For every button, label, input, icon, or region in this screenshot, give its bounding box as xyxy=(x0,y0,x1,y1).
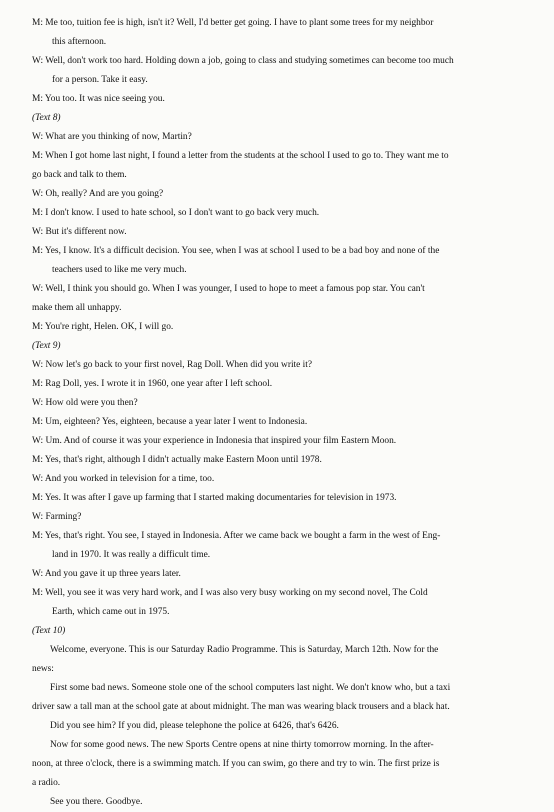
text-line: M: Yes, I know. It's a difficult decision. You see, when I was at school I used to be a bad boy and none of the xyxy=(32,246,440,256)
text-line: this afternoon. xyxy=(52,37,107,47)
text-line: for a person. Take it easy. xyxy=(52,75,148,85)
text-line: W: Oh, really? And are you going? xyxy=(32,189,164,199)
section-marker: (Text 8) xyxy=(32,113,61,123)
text-line: M: Yes, that's right. You see, I stayed in Indonesia. After we came back we bought a farm in the west of Eng- xyxy=(32,531,441,541)
text-line: M: Um, eighteen? Yes, eighteen, because a year later I went to Indonesia. xyxy=(32,417,308,427)
text-line: M: You're right, Helen. OK, I will go. xyxy=(32,322,174,332)
text-line: W: Now let's go back to your first novel, Rag Doll. When did you write it? xyxy=(32,360,313,370)
text-line: teachers used to like me very much. xyxy=(52,265,187,275)
text-line: M: Rag Doll, yes. I wrote it in 1960, one year after I left school. xyxy=(32,379,273,389)
text-line: Did you see him? If you did, please telephone the police at 6426, that's 6426. xyxy=(50,721,339,731)
text-line: M: Yes. It was after I gave up farming that I started making documentaries for television in 1973. xyxy=(32,493,397,503)
text-line: W: Um. And of course it was your experience in Indonesia that inspired your film Eastern Moon. xyxy=(32,436,397,446)
section-marker: (Text 10) xyxy=(32,626,66,636)
text-line: news: xyxy=(32,664,54,674)
text-line: W: Well, I think you should go. When I was younger, I used to hope to meet a famous pop star. You can't xyxy=(32,284,425,294)
text-line: First some bad news. Someone stole one of the school computers last night. We don't know who, but a taxi xyxy=(50,683,451,693)
section-marker: (Text 9) xyxy=(32,341,61,351)
text-line: Now for some good news. The new Sports Centre opens at nine thirty tomorrow morning. In the after- xyxy=(50,740,434,750)
text-line: M: When I got home last night, I found a letter from the students at the school I used to go to. They want me to xyxy=(32,151,449,161)
text-line: driver saw a tall man at the school gate at about midnight. The man was wearing black trousers and a black hat. xyxy=(32,702,450,712)
text-line: W: And you gave it up three years later. xyxy=(32,569,181,579)
text-line: W: Farming? xyxy=(32,512,82,522)
text-line: W: And you worked in television for a time, too. xyxy=(32,474,215,484)
text-line: M: Me too, tuition fee is high, isn't it? Well, I'd better get going. I have to plant some trees for my neighbor xyxy=(32,18,434,28)
text-line: noon, at three o'clock, there is a swimming match. If you can swim, go there and try to win. The first prize is xyxy=(32,759,440,769)
text-line: a radio. xyxy=(32,778,61,788)
text-line: W: How old were you then? xyxy=(32,398,138,408)
text-line: W: Well, don't work too hard. Holding down a job, going to class and studying sometimes can become too much xyxy=(32,56,454,66)
text-line: Earth, which came out in 1975. xyxy=(52,607,170,617)
text-line: make them all unhappy. xyxy=(32,303,122,313)
text-line: go back and talk to them. xyxy=(32,170,127,180)
text-line: See you there. Goodbye. xyxy=(50,797,143,807)
text-line: W: What are you thinking of now, Martin? xyxy=(32,132,192,142)
text-line: M: Yes, that's right, although I didn't actually make Eastern Moon until 1978. xyxy=(32,455,322,465)
text-line: W: But it's different now. xyxy=(32,227,127,237)
text-line: M: You too. It was nice seeing you. xyxy=(32,94,165,104)
text-line: Welcome, everyone. This is our Saturday Radio Programme. This is Saturday, March 12th. Now for the xyxy=(50,645,439,655)
text-line: land in 1970. It was really a difficult time. xyxy=(52,550,211,560)
text-line: M: I don't know. I used to hate school, so I don't want to go back very much. xyxy=(32,208,320,218)
text-line: M: Well, you see it was very hard work, and I was also very busy working on my second novel, The Cold xyxy=(32,588,428,598)
